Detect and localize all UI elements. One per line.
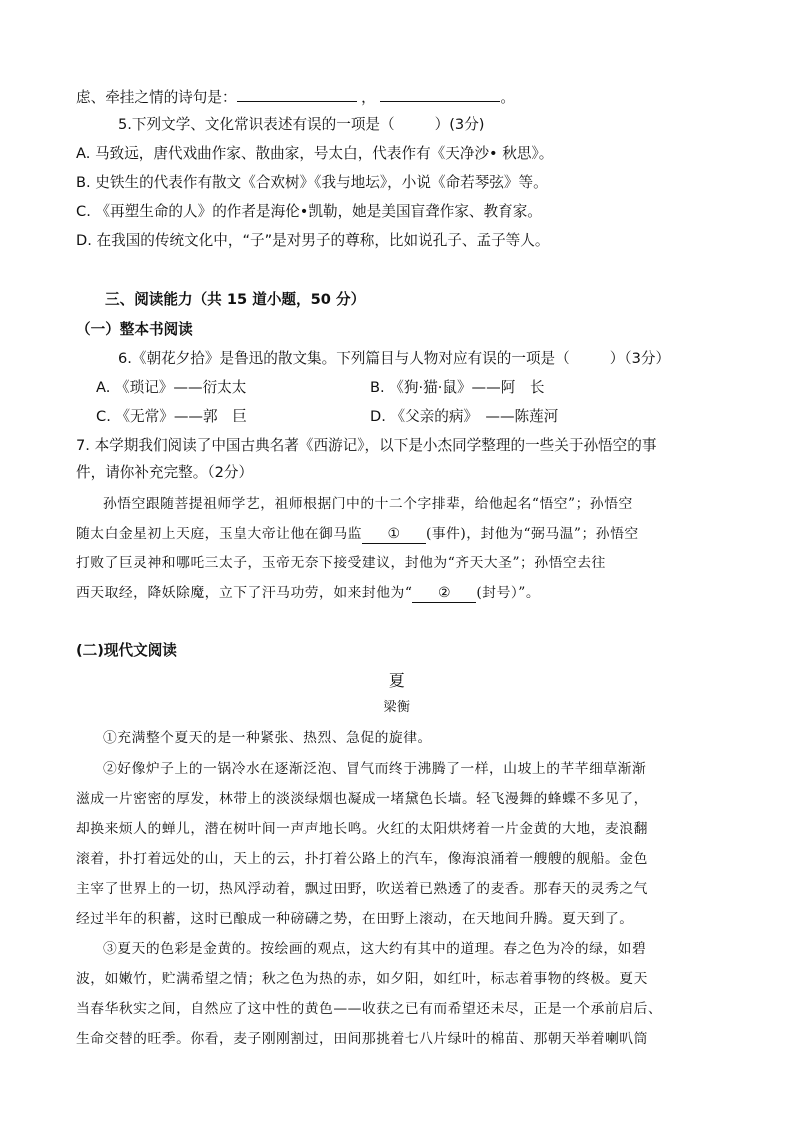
question-6-option-d: D. 《父亲的病》 ——陈莲河 — [370, 408, 559, 425]
article-line: ③夏天的色彩是金黄的。按绘画的观点，这大约有其中的道理。春之色为冷的绿，如碧 — [103, 941, 647, 957]
question-6-stem: 6.《朝花夕拾》是鲁迅的散文集。下列篇目与人物对应有误的一项是（ ）（3分） — [118, 350, 671, 367]
poem-fill-prompt: 虑、牵挂之情的诗句是： — [76, 89, 237, 106]
question-6-option-b: B. 《狗·猫·鼠》——阿 长 — [370, 379, 545, 396]
article-line: 经过半年的积蓄，这时已酿成一种磅礴之势，在田野上滚动，在天地间升腾。夏天到了。 — [76, 911, 634, 927]
q7-passage-line4: 西天取经，降妖除魔，立下了汗马功劳，如来封他为“ ② (封号）”。 — [76, 585, 541, 601]
question-7-stem-line1: 7. 本学期我们阅读了中国古典名著《西游记》，以下是小杰同学整理的一些关于孙悟空的事 — [76, 437, 657, 454]
question-6-option-c: C. 《无常》——郭 巨 — [96, 408, 247, 425]
question-5-option-a: A. 马致远，唐代戏曲作家、散曲家，号太白，代表作有《天净沙• 秋思》。 — [76, 145, 554, 162]
subsection-1-heading: （一）整本书阅读 — [76, 321, 193, 338]
article-line: 波，如嫩竹，贮满希望之情；秋之色为热的赤，如夕阳，如红叶，标志着事物的终极。夏天 — [76, 971, 648, 987]
question-5-option-d: D. 在我国的传统文化中，“子”是对男子的尊称，比如说孔子、孟子等人。 — [76, 232, 550, 249]
section-3-heading: 三、阅读能力（共 15 道小题，50 分） — [105, 291, 366, 308]
article-line: ②好像炉子上的一锅冷水在逐渐泛泡、冒气而终于沸腾了一样，山坡上的芊芊细草渐渐 — [103, 761, 647, 777]
article-title: 夏 — [388, 671, 406, 690]
question-6-option-a: A. 《琐记》——衍太太 — [96, 379, 247, 396]
poem-fill-line: 虑、牵挂之情的诗句是： ， 。 — [76, 86, 515, 107]
article-line: 滋成一片密密的厚发，林带上的淡淡绿烟也凝成一堵黛色长墙。轻飞漫舞的蜂蝶不多见了， — [76, 791, 648, 807]
q7-passage-line1: 孙悟空跟随菩提祖师学艺，祖师根据门中的十二个字排辈，给他起名“悟空”；孙悟空 — [103, 496, 633, 512]
question-5-stem: 5.下列文学、文化常识表述有误的一项是（ ）(3分) — [118, 116, 485, 133]
subsection-2-heading: (二)现代文阅读 — [76, 642, 177, 659]
article-line: 滚着，扑打着远处的山，天上的云，扑打着公路上的汽车，像海浪涌着一艘艘的舰船。金色 — [76, 851, 648, 867]
q7-passage-line3: 打败了巨灵神和哪吒三太子，玉帝无奈下接受建议，封他为“齐天大圣”；孙悟空去往 — [76, 555, 606, 571]
question-5-option-b: B. 史铁生的代表作有散文《合欢树》《我与地坛》，小说《命若琴弦》等。 — [76, 174, 548, 191]
answer-blank-1[interactable] — [237, 86, 357, 102]
article-line: 却换来烦人的蝉儿，潜在树叶间一声声地长鸣。火红的太阳烘烤着一片金黄的大地，麦浪翻 — [76, 821, 648, 837]
answer-blank-2[interactable] — [380, 86, 500, 102]
fill-blank-1[interactable]: ① — [362, 526, 426, 544]
question-5-option-c: C. 《再塑生命的人》的作者是海伦•凯勒，她是美国盲聋作家、教育家。 — [76, 203, 542, 220]
article-line: ①充满整个夏天的是一种紧张、热烈、急促的旋律。 — [103, 730, 432, 746]
article-author: 梁衡 — [383, 700, 411, 715]
question-7-stem-line2: 件，请你补充完整。（2分） — [76, 464, 254, 481]
article-line: 主宰了世界上的一切，热风浮动着，飘过田野，吹送着已熟透了的麦香。那春天的灵秀之气 — [76, 881, 648, 897]
article-line: 生命交替的旺季。你看，麦子刚刚割过，田间那挑着七八片绿叶的棉苗、那朝天举着喇叭筒 — [76, 1031, 648, 1047]
article-line: 当春华秋实之间，自然应了这中性的黄色——收获之已有而希望还未尽，正是一个承前启后、 — [76, 1001, 663, 1017]
q7-passage-line2: 随太白金星初上天庭，玉皇大帝让他在御马监 ① (事件)，封他为“弼马温”；孙悟空 — [76, 526, 639, 542]
fill-blank-2[interactable]: ② — [412, 585, 476, 603]
